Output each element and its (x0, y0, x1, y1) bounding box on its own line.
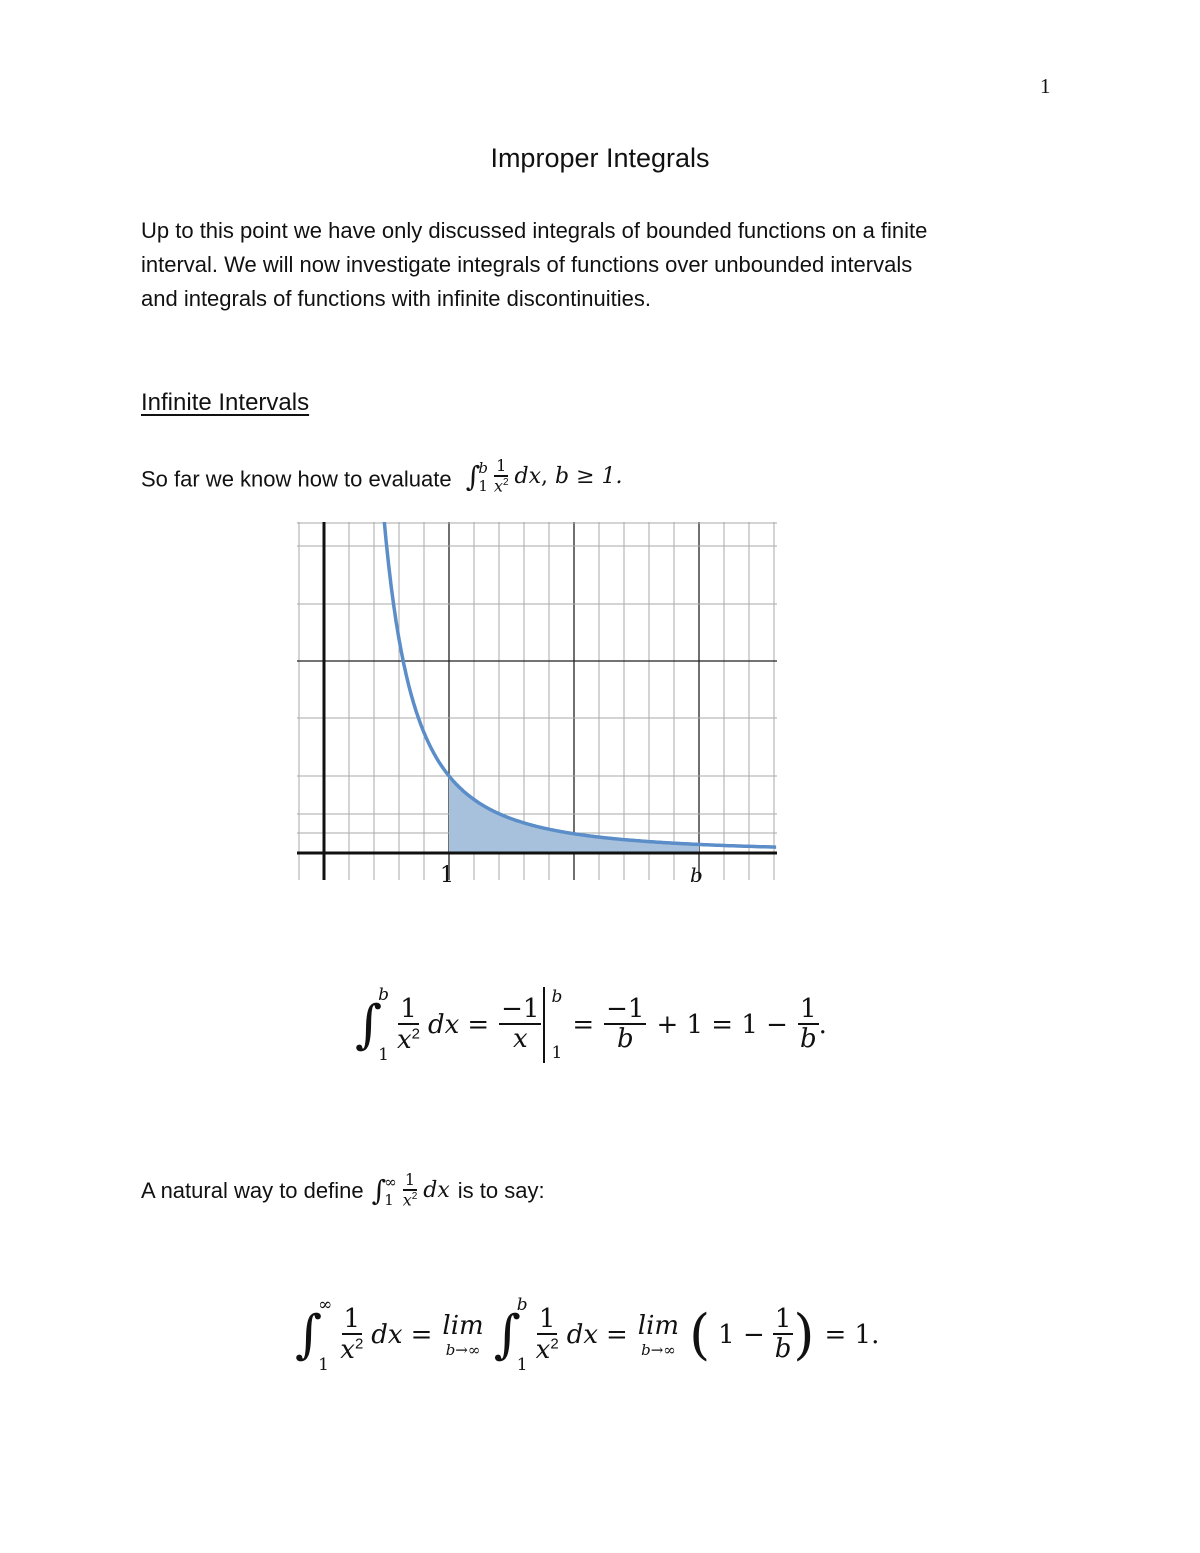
evaluate-text: So far we know how to evaluate (141, 466, 452, 492)
page-title: Improper Integrals (490, 143, 710, 173)
limit-label-2: lim (637, 1311, 680, 1341)
formula1-middle: + 1 = 1 − (656, 1010, 788, 1040)
limit-label-1: lim (442, 1311, 484, 1341)
tick-label-b: b (690, 863, 703, 882)
intro-line-3: and integrals of functions with infinite discontinuities. (141, 286, 651, 311)
natural-text-after: is to say: (457, 1177, 545, 1203)
formula-improper-limit: ∫ ∞ 1 $\frac{1}{x^2}$ dx = lim b→∞ ∫ b 1 $\frac{1}{x^2}$ dx = lim b→∞ ( 1 − $\frac{1}{b}$ ) = 1. (295, 1295, 880, 1375)
curve-one-over-x-squared (384, 522, 776, 847)
natural-text-before: A natural way to define (141, 1177, 364, 1203)
formula1-end: . (818, 1010, 827, 1040)
formula-finite-integral: ∫ b 1 $\frac{1}{x^2}$ dx = $\frac{-1}{x}$ b 1 = $\frac{-1}{b}$ + 1 = 1 − $\frac{1}{b}$ . (355, 985, 827, 1065)
inline-integral: ∫ b 1 $\frac{1}{x^2}$ dx , b ≥ 1. (465, 456, 623, 496)
page-number: 1 (1040, 74, 1051, 98)
function-graph (297, 522, 777, 882)
formula1-equals: = (572, 1010, 595, 1040)
natural-way-line: A natural way to define ∫ ∞ 1 $\frac{1}{x^2}$ dx is to say: (141, 1170, 545, 1210)
intro-paragraph (141, 214, 1071, 316)
limit-subscript-2: b→∞ (641, 1341, 676, 1359)
intro-line-2: interval. We will now investigate integrals of functions over unbounded intervals (141, 252, 913, 277)
tick-label-1: 1 (440, 863, 454, 882)
formula2-result: = 1. (824, 1320, 880, 1350)
limit-subscript-1: b→∞ (445, 1341, 481, 1359)
intro-line-1: Up to this point we have only discussed integrals of bounded functions on a finite (141, 218, 928, 243)
section-heading: Infinite Intervals (141, 389, 310, 416)
evaluate-condition: b ≥ 1. (555, 464, 623, 490)
evaluate-line (141, 458, 623, 496)
